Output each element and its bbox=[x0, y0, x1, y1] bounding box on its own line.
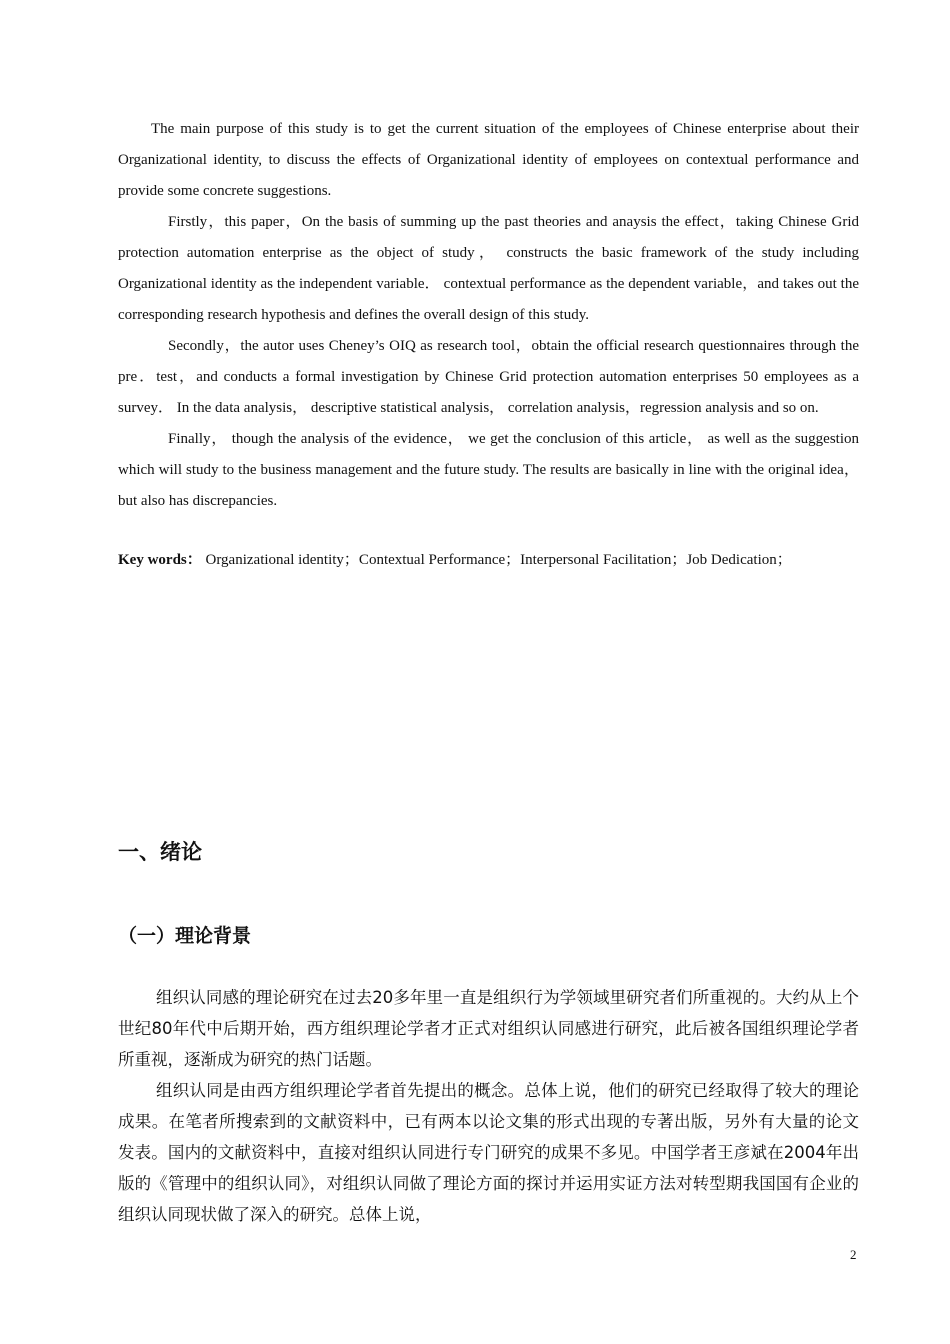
chapter-paragraph: 组织认同是由西方组织理论学者首先提出的概念。总体上说，他们的研究已经取得了较大的理论成果。在笔者所搜索到的文献资料中，已有两本以论文集的形式出现的专著出版，另外有大量的论文发表。国内的文献资料中，直接对组织认同进行专门研究的成果不多见。中国学者王彦斌在2004年出版的《管理中的组织认同》，对组织认同做了理论方面的探讨并运用实证方法对转型期我国国有企业的组织认同现状做了深入的研究。总体上说， bbox=[118, 1081, 859, 1224]
page-number: 2 bbox=[850, 1247, 857, 1262]
abstract-paragraph: The main purpose of this study is to get the current situation of the employees of Chinese enterprise about their Organizational identity, to discuss the effects of Organizational identity of employees on contextual performance and provide some concrete suggestions. bbox=[118, 121, 859, 199]
chapter-body bbox=[118, 982, 859, 1230]
chapter-title: 一、绪论 bbox=[118, 840, 202, 864]
keywords-line bbox=[118, 545, 859, 576]
abstract-paragraph: Finally， though the analysis of the evidence， we get the conclusion of this article， as well as the suggestion which will study to the business management and the future study. The results are basically in line with the original idea，but also has discrepancies. bbox=[118, 431, 859, 509]
section-title: （一）理论背景 bbox=[118, 925, 252, 947]
keywords-label: Key words： bbox=[118, 552, 202, 568]
keywords-value: Organizational identity；Contextual Performance；Interpersonal Facilitation；Job Dedication； bbox=[201, 552, 792, 568]
abstract-paragraph: Firstly，this paper，On the basis of summing up the past theories and anaysis the effect，taking Chinese Grid protection automation enterprise as the object of study， constructs the basic framework of the study including Organizational identity as the independent variable． contextual performance as the dependent variable，and takes out the corresponding research hypothesis and defines the overall design of this study. bbox=[118, 214, 859, 323]
abstract-section bbox=[118, 114, 859, 576]
abstract-paragraph: Secondly，the autor uses Cheney’s OIQ as research tool，obtain the official research questionnaires through the pre．test，and conducts a formal investigation by Chinese Grid protection automation enterprises 50 employees as a survey． In the data analysis， descriptive statistical analysis， correlation analysis，regression analysis and so on. bbox=[118, 338, 859, 416]
chapter-paragraph: 组织认同感的理论研究在过去20多年里一直是组织行为学领域里研究者们所重视的。大约从上个世纪80年代中后期开始，西方组织理论学者才正式对组织认同感进行研究，此后被各国组织理论学者所重视，逐渐成为研究的热门话题。 bbox=[118, 988, 859, 1069]
